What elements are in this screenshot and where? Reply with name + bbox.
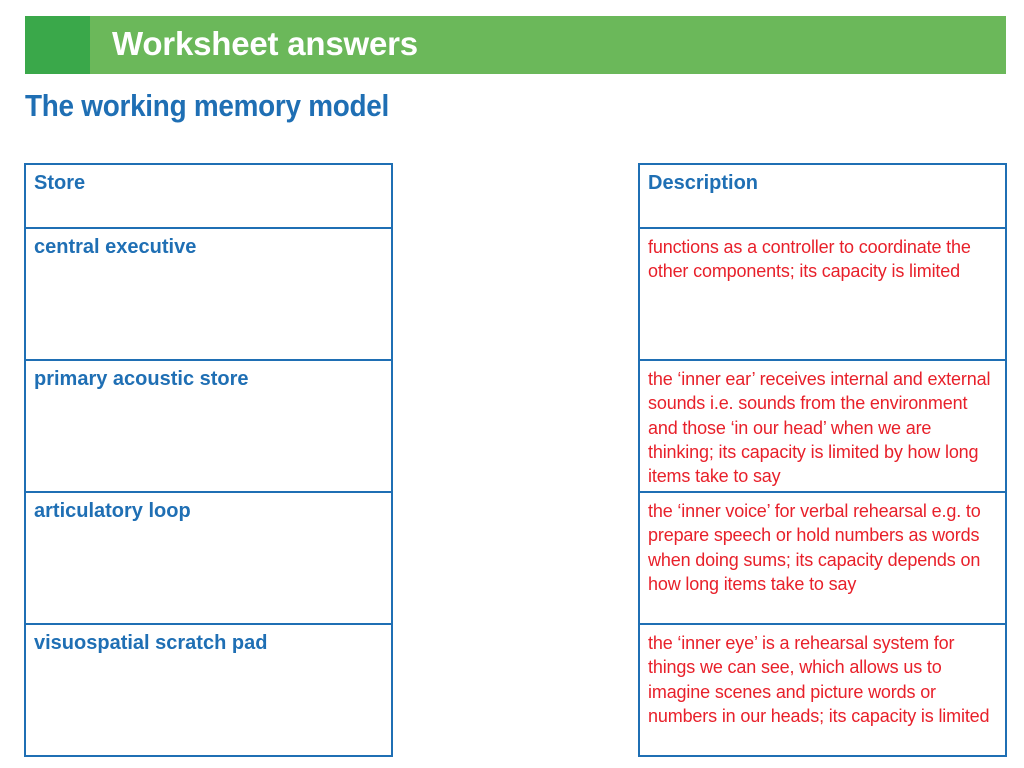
- store-name: visuospatial scratch pad: [34, 632, 268, 654]
- table-row: [639, 360, 1006, 492]
- description-cell: [639, 624, 1006, 756]
- store-name: central executive: [34, 236, 197, 258]
- description-text: the ‘inner ear’ receives internal and external sounds i.e. sounds from the environment and those ‘in our head’ when we are thinking; its capacity is limited by how long items take to say: [648, 369, 991, 487]
- store-name: primary acoustic store: [34, 368, 249, 390]
- table-row: [639, 492, 1006, 624]
- table-row: [639, 228, 1006, 360]
- store-cell: [25, 360, 392, 492]
- store-cell: [25, 492, 392, 624]
- table-row: [25, 228, 392, 360]
- description-table: [638, 163, 1007, 757]
- store-cell: [25, 624, 392, 756]
- table-row: [25, 360, 392, 492]
- banner-accent-block: [25, 16, 90, 74]
- table-header-row: [639, 164, 1006, 228]
- description-text: functions as a controller to coordinate the other components; its capacity is limited: [648, 237, 971, 282]
- description-text: the ‘inner eye’ is a rehearsal system for things we can see, which allows us to imagine scenes and picture words or numbers in our heads; its capacity is limited: [648, 633, 990, 726]
- table-header-row: [25, 164, 392, 228]
- table-row: [25, 492, 392, 624]
- store-name: articulatory loop: [34, 500, 191, 522]
- header-banner: [25, 16, 1006, 74]
- store-table: [24, 163, 393, 757]
- store-cell: [25, 228, 392, 360]
- description-cell: [639, 228, 1006, 360]
- page-title: The working memory model: [25, 88, 390, 123]
- table-row: [639, 624, 1006, 756]
- description-text: the ‘inner voice’ for verbal rehearsal e.g. to prepare speech or hold numbers as words when doing sums; its capacity depends on how long items take to say: [648, 501, 981, 594]
- store-column-header: Store: [25, 164, 392, 228]
- description-cell: [639, 492, 1006, 624]
- description-cell: [639, 360, 1006, 492]
- banner-title: Worksheet answers: [112, 25, 418, 62]
- table-row: [25, 624, 392, 756]
- description-column-header: Description: [639, 164, 1006, 228]
